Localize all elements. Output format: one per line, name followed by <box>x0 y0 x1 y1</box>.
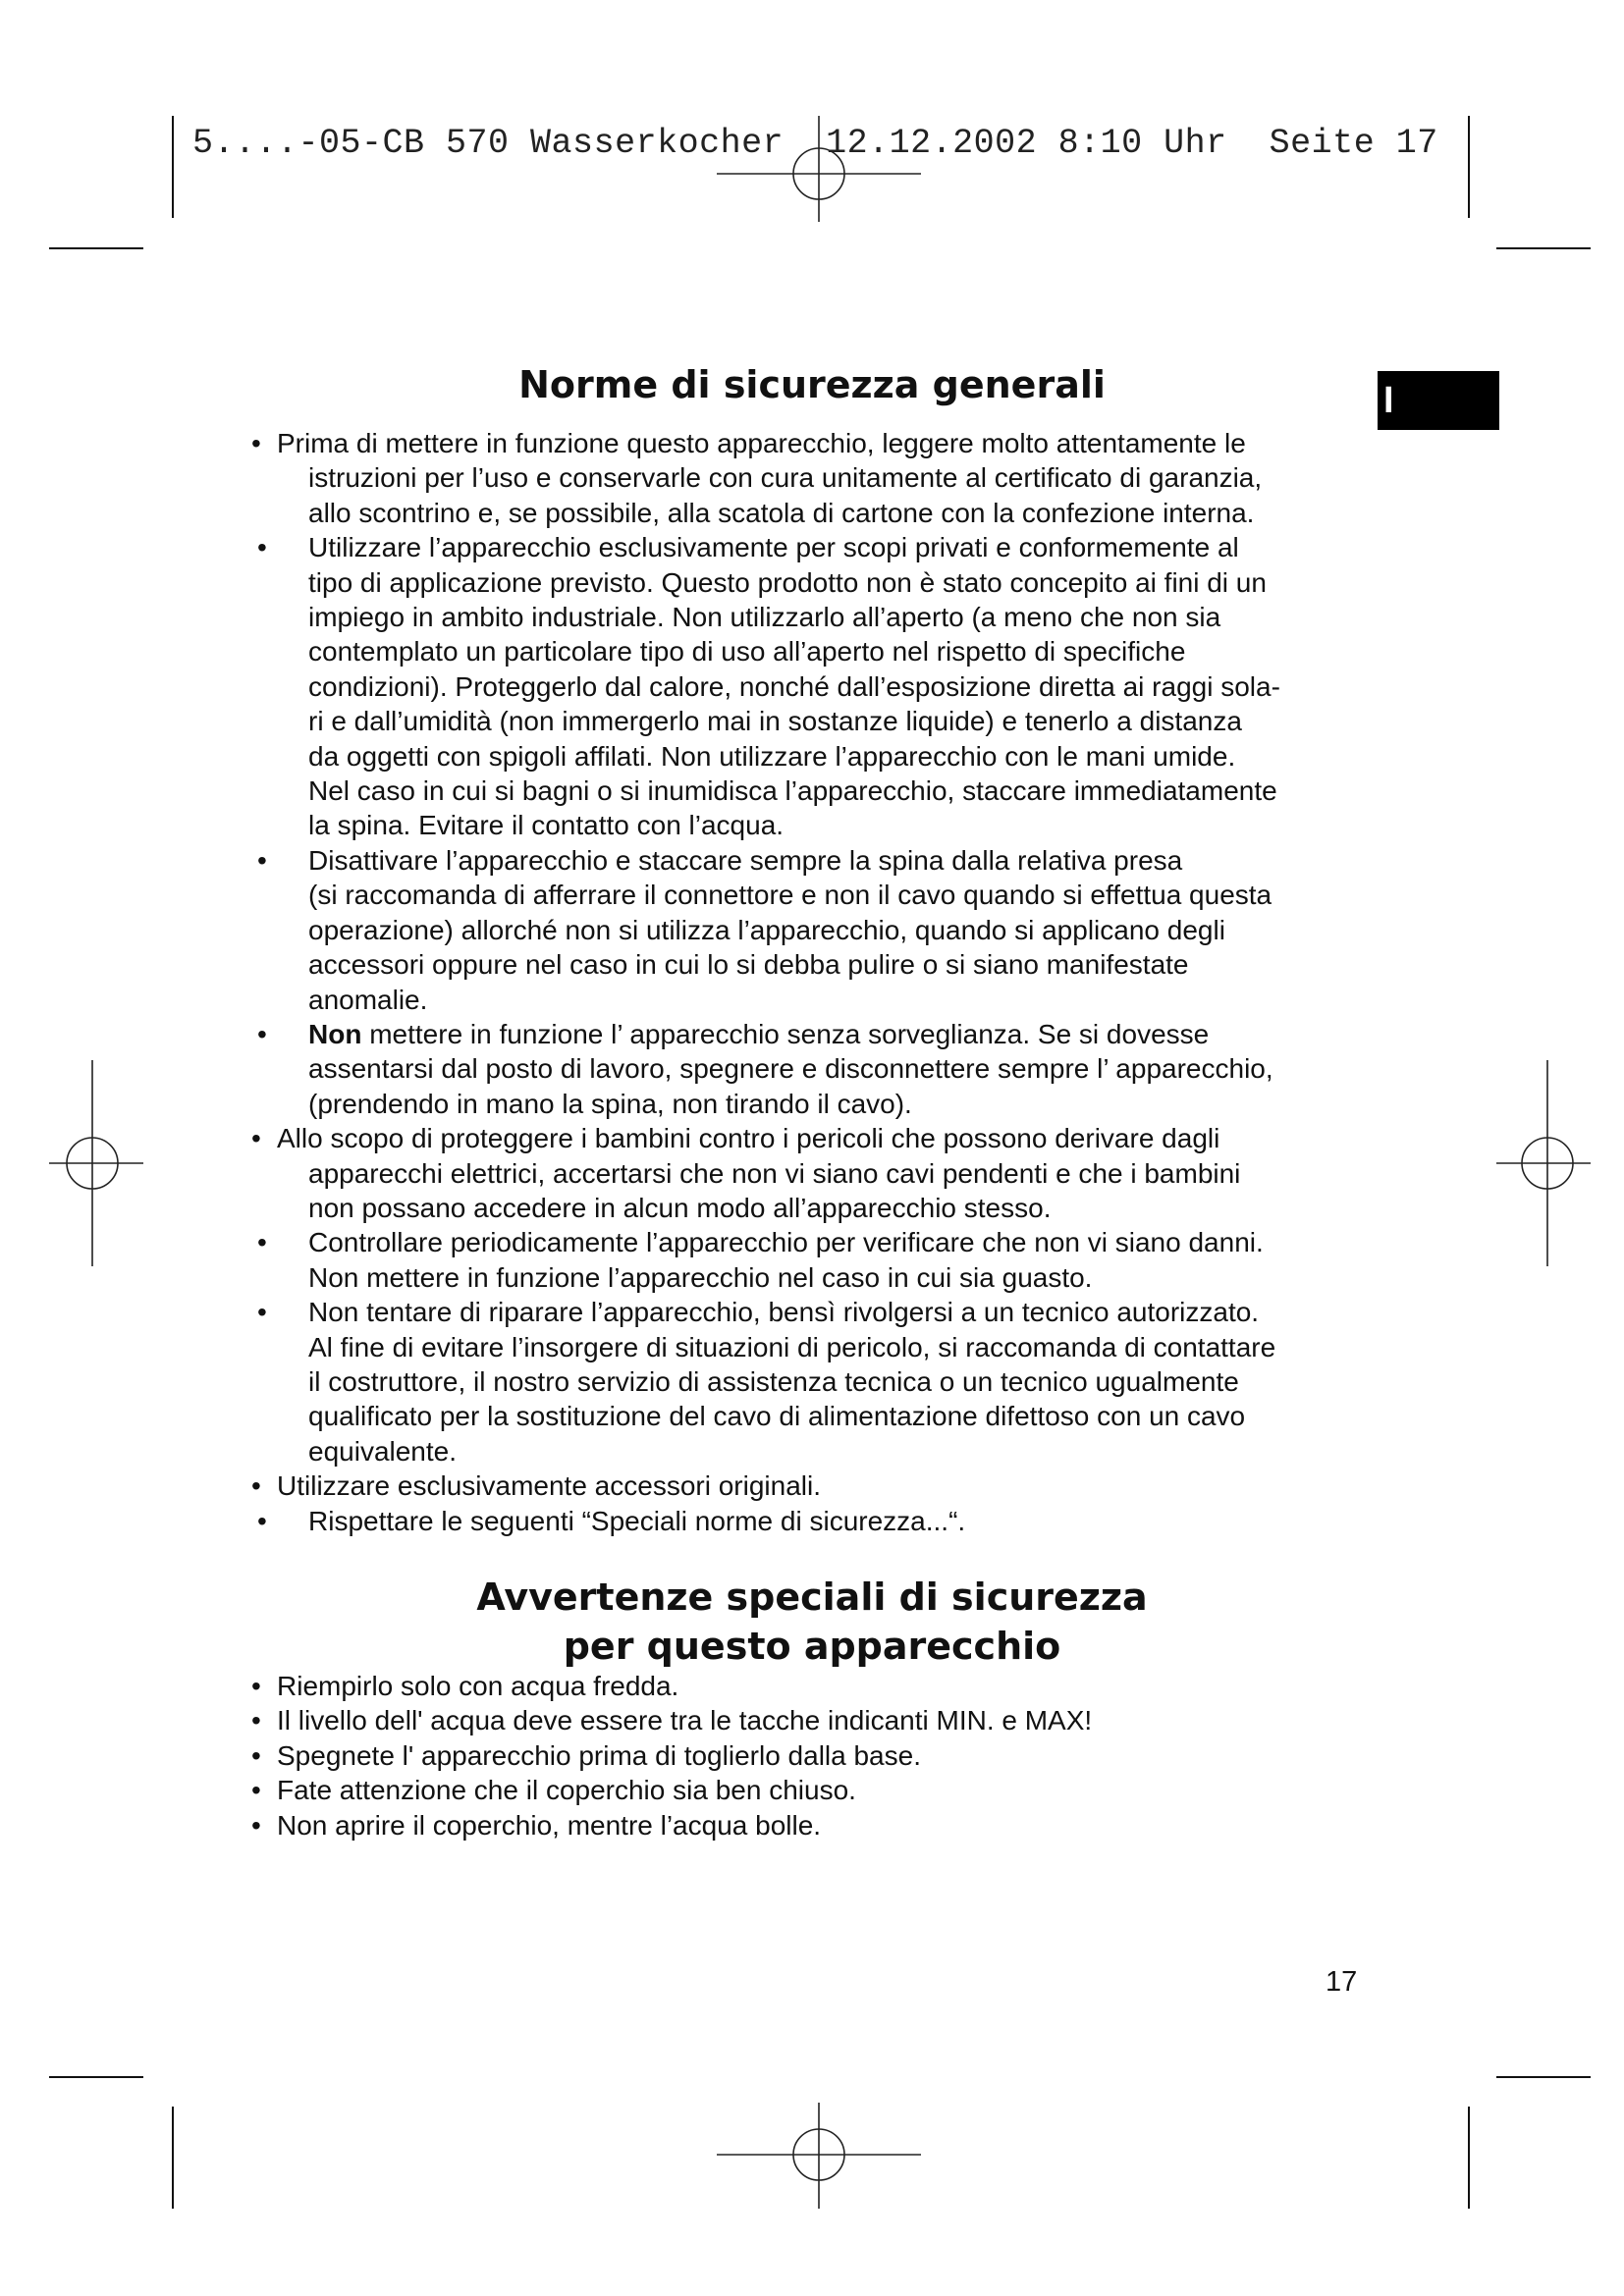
list-item-line: Prima di mettere in funzione questo apparecchio, leggere molto attentamente le <box>277 428 1246 458</box>
list-item-line: Non mettere in funzione l’apparecchio nel caso in cui sia guasto. <box>308 1261 1093 1293</box>
list-item <box>251 1295 1371 1468</box>
list-item-line: la spina. Evitare il contatto con l’acqua. <box>308 810 785 841</box>
list-item-line: impiego in ambito industriale. Non utilizzarlo all’aperto (a meno che non sia <box>308 602 1221 633</box>
list-item-text: Fate attenzione che il coperchio sia ben chiuso. <box>277 1775 856 1806</box>
list-item-line: il costruttore, il nostro servizio di assistenza tecnica o un tecnico ugualmente <box>308 1365 1239 1397</box>
list-item-text: Riempirlo solo con acqua fredda. <box>277 1671 679 1701</box>
list-item <box>251 530 1371 843</box>
list-item-line: allo scontrino e, se possibile, alla scatola di cartone con la confezione interna. <box>308 497 1255 528</box>
list-item <box>251 1225 1371 1295</box>
section-title-general-safety: Norme di sicurezza generali <box>518 363 1106 406</box>
list-item-line: Disattivare l’apparecchio e staccare sempre la spina dalla relativa presa <box>308 844 1183 876</box>
bullet-icon: • <box>251 1470 261 1502</box>
bullet-icon: • <box>251 1671 261 1701</box>
list-item <box>251 1808 1371 1842</box>
list-item-line: assentarsi dal posto di lavoro, spegnere e disconnettere sempre l’ apparecchio, <box>308 1053 1273 1085</box>
bullet-icon: • <box>257 844 267 876</box>
bullet-icon: • <box>251 1775 261 1806</box>
list-item-line: Nel caso in cui si bagni o si inumidisca l’apparecchio, staccare immediatamente <box>308 775 1277 807</box>
list-item-text: Il livello dell' acqua deve essere tra le tacche indicanti MIN. e MAX! <box>277 1705 1093 1736</box>
list-item <box>251 1773 1371 1807</box>
list-item <box>251 1504 1371 1538</box>
list-item-line: qualificato per la sostituzione del cavo di alimentazione difettoso con un cavo <box>308 1401 1246 1432</box>
list-item-line: mettere in funzione l’ apparecchio senza sorveglianza. Se si dovesse <box>361 1018 1210 1049</box>
bullet-icon: • <box>257 1297 267 1328</box>
list-item-line: tipo di applicazione previsto. Questo prodotto non è stato concepito ai fini di un <box>308 566 1267 598</box>
bullet-icon: • <box>257 1227 267 1258</box>
list-item <box>251 1738 1371 1773</box>
list-item-line: accessori oppure nel caso in cui lo si debba pulire o si siano manifestate <box>308 949 1189 981</box>
list-item <box>251 1669 1371 1703</box>
list-item-line: equivalente. <box>308 1435 458 1467</box>
special-warnings-list <box>251 1669 1371 1842</box>
page-number: 17 <box>1326 1966 1358 1998</box>
list-item-line: non possano accedere in alcun modo all’apparecchio stesso. <box>308 1192 1052 1223</box>
list-item <box>251 843 1371 1017</box>
bullet-icon: • <box>257 1505 267 1536</box>
section-title-line-2: per questo apparecchio <box>563 1625 1061 1668</box>
list-item <box>251 1017 1371 1121</box>
list-item <box>251 1468 1371 1503</box>
section-title-special-warnings <box>0 1573 1624 1671</box>
list-item-line: Allo scopo di proteggere i bambini contro i pericoli che possono derivare dagli <box>277 1123 1220 1154</box>
list-item <box>251 1703 1371 1737</box>
list-item-line: Rispettare le seguenti “Speciali norme di sicurezza...“. <box>308 1505 966 1536</box>
list-item <box>251 426 1371 530</box>
emphasis-text: Non <box>308 1018 362 1049</box>
bullet-icon: • <box>251 1739 261 1771</box>
list-item-line: contemplato un particolare tipo di uso all’aperto nel rispetto di specifiche <box>308 636 1186 667</box>
list-item-line: apparecchi elettrici, accertarsi che non vi siano cavi pendenti e che i bambini <box>308 1157 1241 1189</box>
list-item-line: istruzioni per l’uso e conservarle con cura unitamente al certificato di garanzia, <box>308 462 1263 494</box>
list-item-line: condizioni). Proteggerlo dal calore, nonché dall’esposizione diretta ai raggi sola- <box>308 670 1280 702</box>
list-item-line: anomalie. <box>308 984 428 1015</box>
list-item-line: (si raccomanda di afferrare il connettore e non il cavo quando si effettua questa <box>308 880 1272 911</box>
list-item-line: Non tentare di riparare l’apparecchio, bensì rivolgersi a un tecnico autorizzato. <box>308 1297 1260 1328</box>
language-tab: I <box>1378 371 1499 430</box>
bullet-icon: • <box>257 1018 267 1049</box>
list-item-line: Controllare periodicamente l’apparecchio per verificare che non vi siano danni. <box>308 1227 1264 1258</box>
list-item-line: Utilizzare l’apparecchio esclusivamente per scopi privati e conformemente al <box>308 532 1239 563</box>
list-item-line: operazione) allorché non si utilizza l’apparecchio, quando si applicano degli <box>308 914 1225 945</box>
bullet-icon: • <box>251 1705 261 1736</box>
list-item <box>251 1121 1371 1225</box>
list-item-line: Al fine di evitare l’insorgere di situazioni di pericolo, si raccomanda di contattare <box>308 1331 1276 1362</box>
list-item-line: da oggetti con spigoli affilati. Non utilizzare l’apparecchio con le mani umide. <box>308 740 1236 772</box>
bullet-icon: • <box>251 1123 261 1154</box>
list-item-line: ri e dall’umidità (non immergerlo mai in sostanze liquide) e tenerlo a distanza <box>308 706 1242 737</box>
bullet-icon: • <box>257 532 267 563</box>
list-item-line: Utilizzare esclusivamente accessori originali. <box>277 1470 821 1502</box>
list-item-line: (prendendo in mano la spina, non tirando il cavo). <box>308 1088 912 1119</box>
bullet-icon: • <box>251 428 261 458</box>
print-slug-header: 5....-05-CB 570 Wasserkocher 12.12.2002 8:10 Uhr Seite 17 <box>192 124 1438 163</box>
general-safety-list <box>251 426 1371 1538</box>
section-title-line-1: Avvertenze speciali di sicurezza <box>476 1575 1148 1619</box>
list-item-text: Non aprire il coperchio, mentre l’acqua bolle. <box>277 1809 822 1841</box>
bullet-icon: • <box>251 1809 261 1841</box>
list-item-text: Spegnete l' apparecchio prima di toglierlo dalla base. <box>277 1739 921 1771</box>
